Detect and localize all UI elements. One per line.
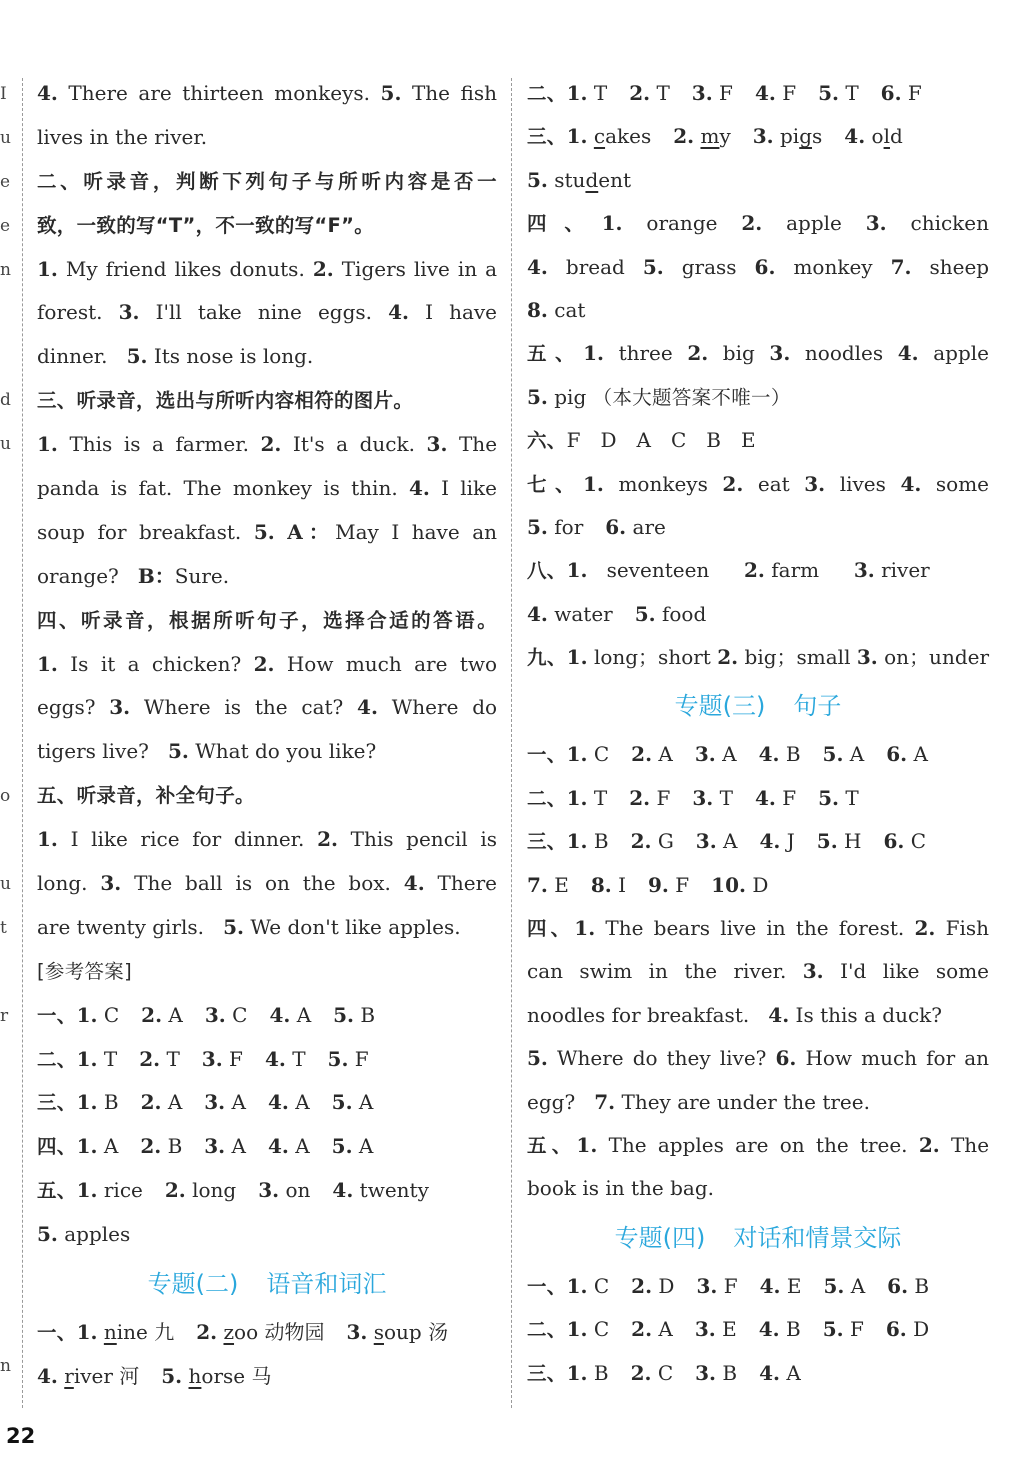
answer-row: noodles for breakfast. 4. Is this a duck? xyxy=(527,1002,943,1027)
question-heading: 四、听录音，根据所听句子，选择合适的答语。 xyxy=(37,608,497,632)
answer-row: 九、1. long；short 2. big；small 3. on；under xyxy=(527,645,990,670)
section-title-topic-4: 专题(四) 对话和情景交际 xyxy=(614,1223,902,1252)
center-dashed-divider xyxy=(511,78,512,1408)
answer-row: 四、1. orange 2. apple 3. chicken xyxy=(527,211,990,236)
gutter-char: u xyxy=(0,434,11,454)
answer-row: 二、1. T 2. T 3. F 4. F 5. T 6. F xyxy=(527,81,922,105)
answer-row: 一、1. C 2. D 3. F 4. E 5. A 6. B xyxy=(527,1273,930,1298)
text-line: lives in the river. xyxy=(37,124,208,149)
gutter-char: n xyxy=(0,1356,11,1376)
text-line: dinner. 5. Its nose is long. xyxy=(37,344,314,369)
answer-row: 四、1. The bears live in the forest. 2. Fish xyxy=(527,916,990,941)
answer-row: 5. apples xyxy=(37,1222,131,1247)
left-gutter-clipped-text xyxy=(0,70,14,1390)
gutter-char: I xyxy=(0,84,7,104)
gutter-char: r xyxy=(0,1006,9,1026)
gutter-char: e xyxy=(0,172,11,192)
reference-answers-label: [参考答案] xyxy=(37,959,133,983)
answer-row: 7. E 8. I 9. F 10. D xyxy=(527,872,769,897)
answer-row: 二、1. T 2. T 3. F 4. T 5. F xyxy=(37,1046,369,1071)
left-column xyxy=(37,72,497,1399)
answer-row: 5. pig （本大题答案不唯一） xyxy=(527,384,791,409)
question-heading: 三、听录音，选出与所听内容相符的图片。 xyxy=(37,389,414,413)
answer-row: 5. student xyxy=(527,167,632,192)
answer-row: 4. bread 5. grass 6. monkey 7. sheep xyxy=(527,254,990,279)
answer-row: 一、1. nine 九 2. zoo 动物园 3. soup 汤 xyxy=(37,1320,449,1345)
text-line: 4. There are thirteen monkeys. 5. The fish xyxy=(37,81,498,105)
answer-row: 5. for 6. are xyxy=(527,514,666,539)
answer-row: 六、F D A C B E xyxy=(527,428,756,453)
answer-row: 五、1. rice 2. long 3. on 4. twenty xyxy=(37,1178,429,1203)
gutter-char: n xyxy=(0,260,11,280)
answer-row: 8. cat xyxy=(527,297,586,322)
text-line: eggs? 3. Where is the cat? 4. Where do xyxy=(37,695,498,720)
gutter-char: t xyxy=(0,918,7,938)
answer-row: 4. water 5. food xyxy=(527,601,707,626)
gutter-char: u xyxy=(0,874,11,894)
answer-row: 一、1. C 2. A 3. A 4. B 5. A 6. A xyxy=(527,742,928,767)
answer-row: egg? 7. They are under the tree. xyxy=(527,1089,870,1114)
answer-row: book is in the bag. xyxy=(527,1176,715,1201)
question-heading: 二、听录音，判断下列句子与所听内容是否一 xyxy=(37,169,497,193)
answer-row: can swim in the river. 3. I'd like some xyxy=(527,959,989,984)
text-line: 1. I like rice for dinner. 2. This pencil is xyxy=(37,827,498,852)
text-line: orange? B：Sure. xyxy=(37,563,230,588)
text-line: 1. This is a farmer. 2. It's a duck. 3. The xyxy=(37,432,498,457)
gutter-char: o xyxy=(0,786,11,806)
answer-row: 二、1. C 2. A 3. E 4. B 5. F 6. D xyxy=(527,1317,930,1342)
text-line: are twenty girls. 5. We don't like apples. xyxy=(37,914,461,939)
answer-row: 四、1. A 2. B 3. A 4. A 5. A xyxy=(37,1134,374,1159)
gutter-char: u xyxy=(0,128,11,148)
answer-row: 三、1. B 2. C 3. B 4. A xyxy=(527,1360,801,1385)
text-line: long. 3. The ball is on the box. 4. There xyxy=(37,871,497,896)
answer-row: 5. Where do they live? 6. How much for an xyxy=(527,1046,990,1071)
section-title-topic-2: 专题(二) 语音和词汇 xyxy=(147,1270,387,1299)
page-number: 22 xyxy=(6,1424,36,1448)
answer-row: 五、1. three 2. big 3. noodles 4. apple xyxy=(527,341,989,366)
text-line: 1. Is it a chicken? 2. How much are two xyxy=(37,651,498,676)
left-dashed-divider xyxy=(22,78,23,1408)
question-heading: 致，一致的写“T”，不一致的写“F”。 xyxy=(37,213,375,237)
answer-row: 八、1. seventeen 2. farm 3. river xyxy=(527,558,930,583)
text-line: soup for breakfast. 5. A：May I have an xyxy=(37,519,498,544)
answer-row: 七、1. monkeys 2. eat 3. lives 4. some xyxy=(527,471,990,496)
section-title-topic-3: 专题(三) 句子 xyxy=(674,692,842,721)
text-line: 1. My friend likes donuts. 2. Tigers live in a xyxy=(37,256,498,281)
text-line: panda is fat. The monkey is thin. 4. I like xyxy=(37,476,498,501)
text-line: forest. 3. I'll take nine eggs. 4. I have xyxy=(37,300,498,325)
right-column xyxy=(527,72,989,1395)
answer-row: 一、1. C 2. A 3. C 4. A 5. B xyxy=(37,1002,376,1027)
gutter-char: d xyxy=(0,390,11,410)
question-heading: 五、听录音，补全句子。 xyxy=(37,784,255,808)
text-line: tigers live? 5. What do you like? xyxy=(37,739,377,764)
answer-row: 三、1. B 2. A 3. A 4. A 5. A xyxy=(37,1090,374,1115)
answer-row: 三、1. cakes 2. my 3. pigs 4. old xyxy=(527,124,903,149)
answer-row: 三、1. B 2. G 3. A 4. J 5. H 6. C xyxy=(527,829,927,854)
answer-row: 二、1. T 2. F 3. T 4. F 5. T xyxy=(527,785,859,810)
gutter-char: e xyxy=(0,216,11,236)
answer-row: 五、1. The apples are on the tree. 2. The xyxy=(527,1132,990,1157)
answer-row: 4. river 河 5. horse 马 xyxy=(37,1363,272,1388)
